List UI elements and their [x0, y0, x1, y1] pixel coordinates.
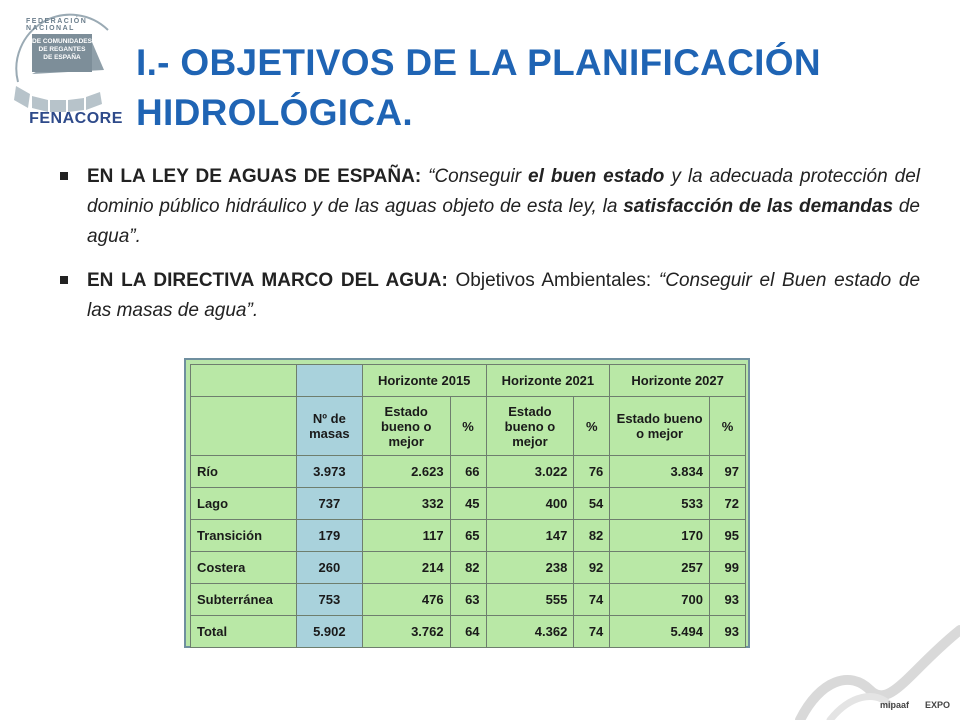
masas-cell: 753 [296, 584, 362, 616]
row-label: Total [191, 616, 297, 648]
pct-cell: 92 [574, 552, 610, 584]
estado-cell: 147 [486, 520, 574, 552]
pct-cell: 72 [710, 488, 746, 520]
objectives-table-frame [184, 358, 750, 648]
pct-cell: 93 [710, 584, 746, 616]
objectives-table [190, 364, 746, 648]
estado-cell: 2.623 [362, 456, 450, 488]
logo-box [32, 34, 92, 72]
sponsor-expo: EXPO [925, 700, 951, 710]
bullet-emphasis: el buen estado [528, 166, 665, 187]
header-row-columns [191, 397, 746, 456]
pct-cell: 54 [574, 488, 610, 520]
pct-cell: 93 [710, 616, 746, 648]
table-row [191, 520, 746, 552]
sponsor-mipaaf: mipaaf [880, 700, 910, 710]
masas-header: Nº de masas [296, 397, 362, 456]
bullet-text: Objetivos Ambientales: [447, 270, 659, 291]
estado-cell: 117 [362, 520, 450, 552]
fenacore-logo [8, 12, 136, 130]
estado-cell: 214 [362, 552, 450, 584]
pct-cell: 63 [450, 584, 486, 616]
estado-cell: 476 [362, 584, 450, 616]
table-row [191, 552, 746, 584]
masas-cell: 5.902 [296, 616, 362, 648]
estado-cell: 3.834 [610, 456, 710, 488]
pct-cell: 95 [710, 520, 746, 552]
row-label: Costera [191, 552, 297, 584]
bullet-directiva-marco [60, 266, 920, 326]
bullet-list [60, 162, 920, 340]
pct-cell: 65 [450, 520, 486, 552]
bullet-square-icon [60, 172, 68, 180]
bullet-quote: “Conseguir el Buen estado de las masas de agua”. [87, 270, 921, 321]
estado-cell: 5.494 [610, 616, 710, 648]
pct-header: % [574, 397, 610, 456]
estado-cell: 4.362 [486, 616, 574, 648]
masas-cell: 737 [296, 488, 362, 520]
bullet-ley-aguas [60, 162, 920, 252]
estado-cell: 555 [486, 584, 574, 616]
title-line: HIDROLÓGICA. [136, 92, 413, 133]
logo-line: DE COMUNIDADES [32, 38, 92, 45]
pct-cell: 97 [710, 456, 746, 488]
logo-name: FENACORE [29, 110, 123, 127]
pct-header: % [710, 397, 746, 456]
logo-ring-text: FEDERACIÓN NACIONAL [26, 18, 88, 32]
bullet-emphasis: satisfacción de las demandas [623, 196, 894, 217]
bullet-square-icon [60, 276, 68, 284]
estado-cell: 400 [486, 488, 574, 520]
bullet-lead: EN LA LEY DE AGUAS DE ESPAÑA: [87, 166, 422, 187]
pct-cell: 82 [574, 520, 610, 552]
pct-header: % [450, 397, 486, 456]
pct-cell: 64 [450, 616, 486, 648]
estado-header: Estado bueno o mejor [362, 397, 450, 456]
bullet-text: y la adecuada protección del dominio público hidráulico y de las aguas objeto de esta ley, la [87, 166, 920, 217]
horizon-header: Horizonte 2027 [610, 365, 746, 397]
estado-cell: 3.762 [362, 616, 450, 648]
pct-cell: 45 [450, 488, 486, 520]
header-row-horizons [191, 365, 746, 397]
logo-line: DE REGANTES [38, 46, 86, 53]
pct-cell: 74 [574, 616, 610, 648]
estado-header: Estado bueno o mejor [486, 397, 574, 456]
estado-cell: 700 [610, 584, 710, 616]
pct-cell: 66 [450, 456, 486, 488]
empty-header-cell [296, 365, 362, 397]
bullet-lead: EN LA DIRECTIVA MARCO DEL AGUA: [87, 270, 448, 291]
estado-cell: 533 [610, 488, 710, 520]
estado-header: Estado bueno o mejor [610, 397, 710, 456]
pct-cell: 76 [574, 456, 610, 488]
slide-title [136, 38, 936, 138]
table-row [191, 616, 746, 648]
row-label: Subterránea [191, 584, 297, 616]
horizon-header: Horizonte 2021 [486, 365, 610, 397]
masas-cell: 3.973 [296, 456, 362, 488]
empty-header-cell [191, 397, 297, 456]
empty-header-cell [191, 365, 297, 397]
table-row [191, 456, 746, 488]
estado-cell: 238 [486, 552, 574, 584]
pct-cell: 74 [574, 584, 610, 616]
estado-cell: 332 [362, 488, 450, 520]
pct-cell: 99 [710, 552, 746, 584]
title-line: I.- OBJETIVOS DE LA PLANIFICACIÓN [136, 42, 821, 83]
row-label: Transición [191, 520, 297, 552]
table-row [191, 488, 746, 520]
bullet-text: “Conseguir [421, 166, 529, 187]
row-label: Lago [191, 488, 297, 520]
logo-line: DE ESPAÑA [43, 54, 81, 61]
estado-cell: 170 [610, 520, 710, 552]
table-row [191, 584, 746, 616]
bullet-text: de agua”. [87, 196, 920, 247]
row-label: Río [191, 456, 297, 488]
horizon-header: Horizonte 2015 [362, 365, 486, 397]
estado-cell: 257 [610, 552, 710, 584]
estado-cell: 3.022 [486, 456, 574, 488]
pct-cell: 82 [450, 552, 486, 584]
masas-cell: 179 [296, 520, 362, 552]
masas-cell: 260 [296, 552, 362, 584]
